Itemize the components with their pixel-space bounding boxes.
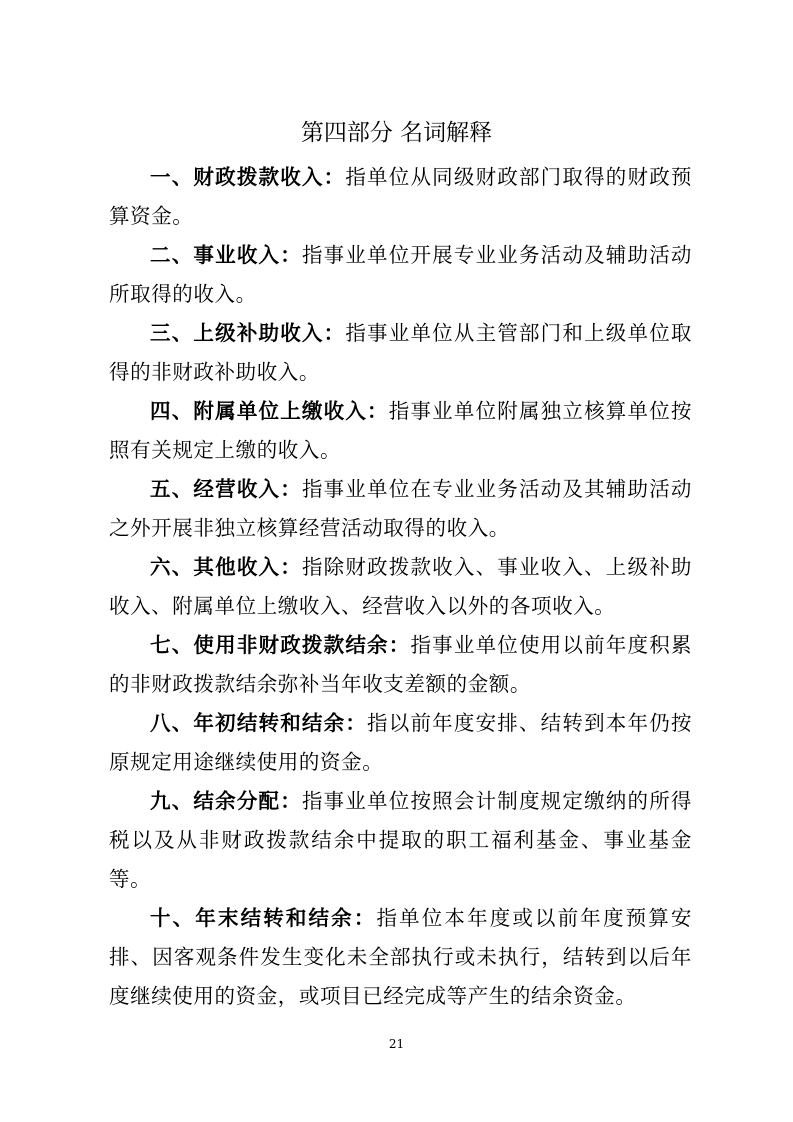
term-definition: 指除财政拨款收入、事业收入、上级补助收入、附属单位上缴收入、经营收入以外的各项收入。 <box>109 555 692 618</box>
page-title: 第四部分 名词解释 <box>300 120 493 146</box>
term-name: 六、其他收入： <box>150 555 302 579</box>
term-name: 八、年初结转和结余： <box>150 711 368 735</box>
term-definition: 指单位从同级财政部门取得的财政预算资金。 <box>109 165 692 228</box>
term-definition: 指事业单位从主管部门和上级单位取得的非财政补助收入。 <box>109 321 692 384</box>
term-name: 九、结余分配： <box>150 789 302 813</box>
term-item <box>109 470 692 548</box>
term-definition: 指事业单位附属独立核算单位按照有关规定上缴的收入。 <box>109 399 692 462</box>
term-definition: 指事业单位开展专业业务活动及辅助活动所取得的收入。 <box>109 243 692 306</box>
term-item <box>109 899 692 1016</box>
term-name: 二、事业收入： <box>150 243 302 267</box>
term-item <box>109 158 692 236</box>
term-item <box>109 626 692 704</box>
term-name: 五、经营收入： <box>150 477 302 501</box>
term-definition: 指事业单位使用以前年度积累的非财政拨款结余弥补当年收支差额的金额。 <box>109 633 692 696</box>
term-item <box>109 236 692 314</box>
page-number: 21 <box>388 1037 405 1051</box>
term-name: 七、使用非财政拨款结余： <box>150 633 411 657</box>
term-item <box>109 782 692 899</box>
term-name: 一、财政拨款收入： <box>150 165 346 189</box>
term-definition: 指单位本年度或以前年度预算安排、因客观条件发生变化未全部执行或未执行，结转到以后年度继续使用的资金，或项目已经完成等产生的结余资金。 <box>109 906 693 1008</box>
term-definition: 指事业单位在专业业务活动及其辅助活动之外开展非独立核算经营活动取得的收入。 <box>109 477 692 540</box>
term-list <box>109 158 692 1016</box>
term-definition: 指事业单位按照会计制度规定缴纳的所得税以及从非财政拨款结余中提取的职工福利基金、事业基金等。 <box>109 789 692 891</box>
term-item <box>109 548 692 626</box>
term-name: 三、上级补助收入： <box>150 321 346 345</box>
term-item <box>109 314 692 392</box>
term-item <box>109 392 692 470</box>
term-name: 四、附属单位上缴收入： <box>150 399 389 423</box>
term-definition: 指以前年度安排、结转到本年仍按原规定用途继续使用的资金。 <box>109 711 693 774</box>
term-item <box>109 704 692 782</box>
term-name: 十、年末结转和结余： <box>150 906 377 930</box>
